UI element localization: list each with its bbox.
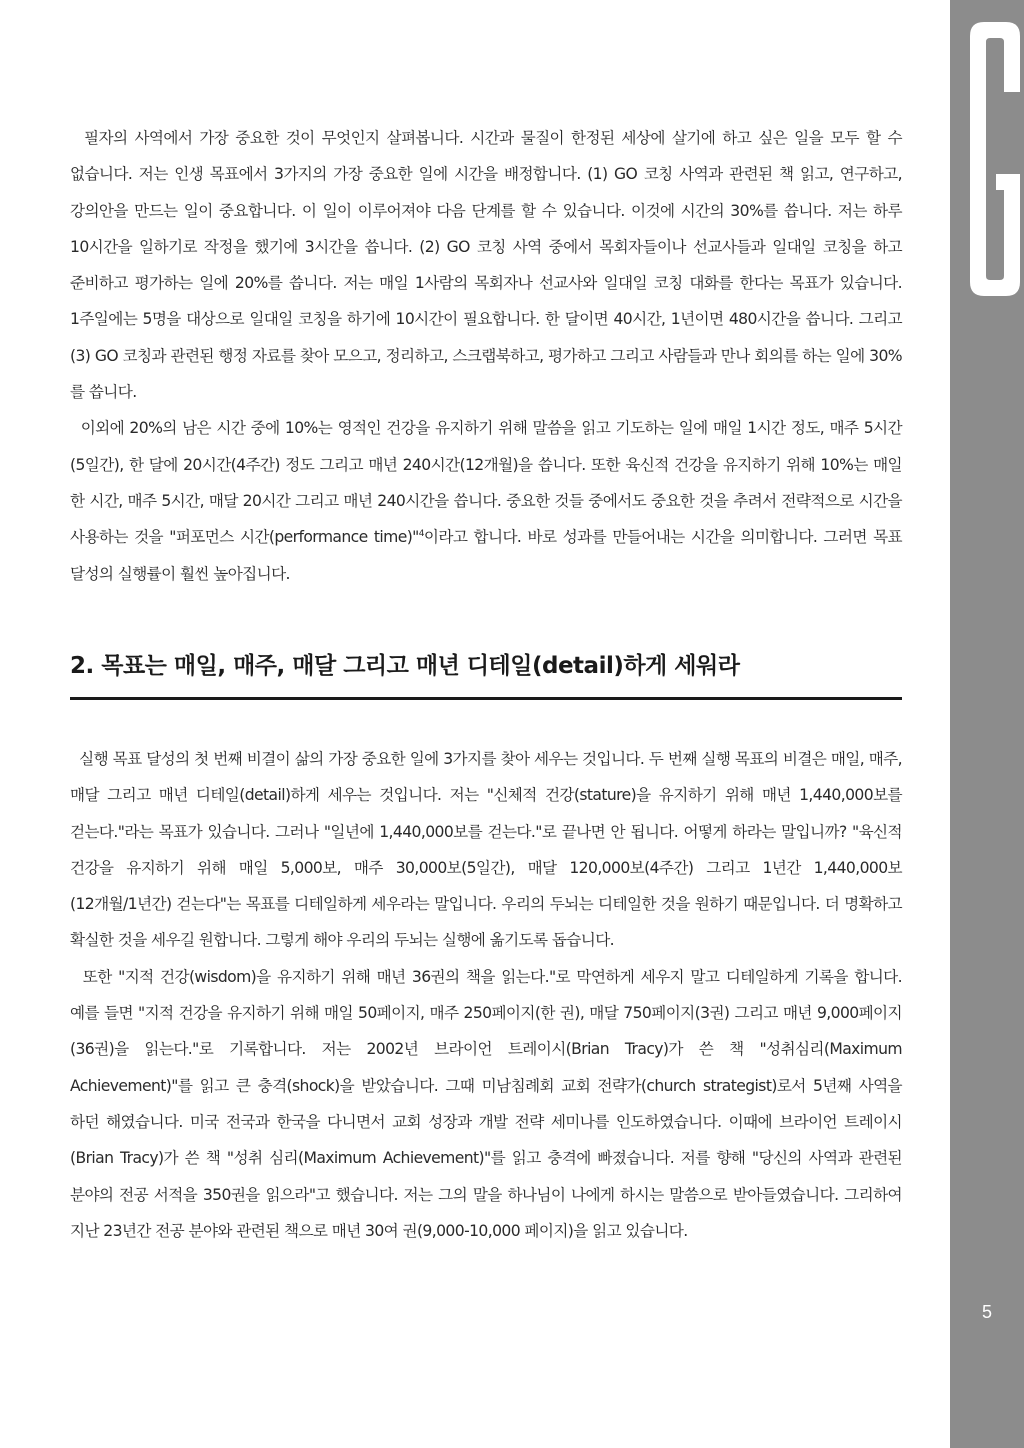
footnote-marker[interactable]: 4 (418, 529, 424, 540)
intro-paragraph-1: 필자의 사역에서 가장 중요한 것이 무엇인지 살펴봅니다. 시간과 물질이 한정된 세상에 살기에 하고 싶은 일을 모두 할 수 없습니다. 저는 인생 목표에서 3가지의 가장 중요한 일에 시간을 배정합니다. (1) GO 코칭 사역과 관련된 책 읽고, 연구하고, 강의안을 만드는 일이 중요합니다. 이 일이 이루어져야 다음 단계를 할 수 있습니다. 이것에 시간의 30%를 씁니다. 저는 하루 10시간을 일하기로 작정을 했기에 3시간을 씁니다. (2) GO 코칭 사역 중에서 목회자들이나 선교사들과 일대일 코칭을 하고 준비하고 평가하는 일에 20%를 씁니다. 저는 매일 1사람의 목회자나 선교사와 일대일 코칭 대화를 한다는 목표가 있습니다. 1주일에는 5명을 대상으로 일대일 코칭을 하기에 10시간이 필요합니다. 한 달이면 40시간, 1년이면 480시간을 씁니다. 그리고 (3) GO 코칭과 관련된 행정 자료를 찾아 모으고, 정리하고, 스크랩북하고, 평가하고 그리고 사람들과 만나 회의를 하는 일에 30%를 씁니다. (70, 129, 907, 402)
intro-paragraph-2-text: 이외에 20%의 남은 시간 중에 10%는 영적인 건강을 유지하기 위해 말씀을 읽고 기도하는 일에 매일 1시간 정도, 매주 5시간(5일간), 한 달에 20시간(4주간) 정도 그리고 매년 240시간(12개월)을 씁니다. 또한 육신적 건강을 유지하기 위해 10%는 매일 한 시간, 매주 5시간, 매달 20시간 그리고 매년 240시간을 씁니다. 중요한 것들 중에서도 중요한 것을 추려서 전략적으로 시간을 사용하는 것을 "퍼포먼스 시간(performance time)" (70, 419, 907, 547)
intro-paragraph-2 (70, 410, 907, 591)
intro-section (70, 120, 907, 592)
page-number: 5 (981, 1302, 992, 1322)
heading-divider (70, 697, 902, 700)
section-paragraph-1: 실행 목표 달성의 첫 번째 비결이 삶의 가장 중요한 일에 3가지를 찾아 세우는 것입니다. 두 번째 실행 목표의 비결은 매일, 매주, 매달 그리고 매년 디테일(detail)하게 세우는 것입니다. 저는 "신체적 건강(stature)을 유지하기 위해 매년 1,440,000보를 걷는다."라는 목표가 있습니다. 그러나 "일년에 1,440,000보를 걷는다."로 끝나면 안 됩니다. 어떻게 하라는 말입니까? "육신적 건강을 유지하기 위해 매일 5,000보, 매주 30,000보(5일간), 매달 120,000보(4주간) 그리고 1년간 1,440,000보(12개월/1년간) 걷는다"는 목표를 디테일하게 세우라는 말입니다. 우리의 두뇌는 디테일한 것을 원하기 때문입니다. 더 명확하고 확실한 것을 세우길 원합니다. 그렇게 해야 우리의 두뇌는 실행에 옮기도록 돕습니다. (70, 750, 907, 950)
section-heading: 2. 목표는 매일, 매주, 매달 그리고 매년 디테일(detail)하게 세워라 (70, 653, 740, 679)
g-letter-logo (950, 14, 1024, 304)
side-tab (950, 0, 1024, 1448)
intro-paragraph-2-text-end: 이라고 합니다. 바로 성과를 만들어내는 시간을 의미합니다. 그러면 목표 달성의 실행률이 훨씬 높아집니다. (70, 528, 907, 583)
section-paragraph-2: 또한 "지적 건강(wisdom)을 유지하기 위해 매년 36권의 책을 읽는다."로 막연하게 세우지 말고 디테일하게 기록을 합니다. 예를 들면 "지적 건강을 유지하기 위해 매일 50페이지, 매주 250페이지(한 권), 매달 750페이지(3권) 그리고 매년 9,000페이지(36권)을 읽는다."로 기록합니다. 저는 2002년 브라이언 트레이시(Brian Tracy)가 쓴 책 "성취심리(Maximum Achievement)"를 읽고 큰 충격(shock)을 받았습니다. 그때 미남침례회 교회 전략가(church strategist)로서 5년째 사역을 하던 해였습니다. 미국 전국과 한국을 다니면서 교회 성장과 개발 전략 세미나를 인도하였습니다. 이때에 브라이언 트레이시(Brian Tracy)가 쓴 책 "성취 심리(Maximum Achievement)"를 읽고 충격에 빠졌습니다. 저를 향해 "당신의 사역과 관련된 분야의 전공 서적을 350권을 읽으라"고 했습니다. 저는 그의 말을 하나님이 나에게 하시는 말씀으로 받아들였습니다. 그리하여 지난 23년간 전공 분야와 관련된 책으로 매년 30여 권(9,000-10,000 페이지)을 읽고 있습니다. (70, 967, 907, 1240)
section-body (70, 741, 907, 1249)
